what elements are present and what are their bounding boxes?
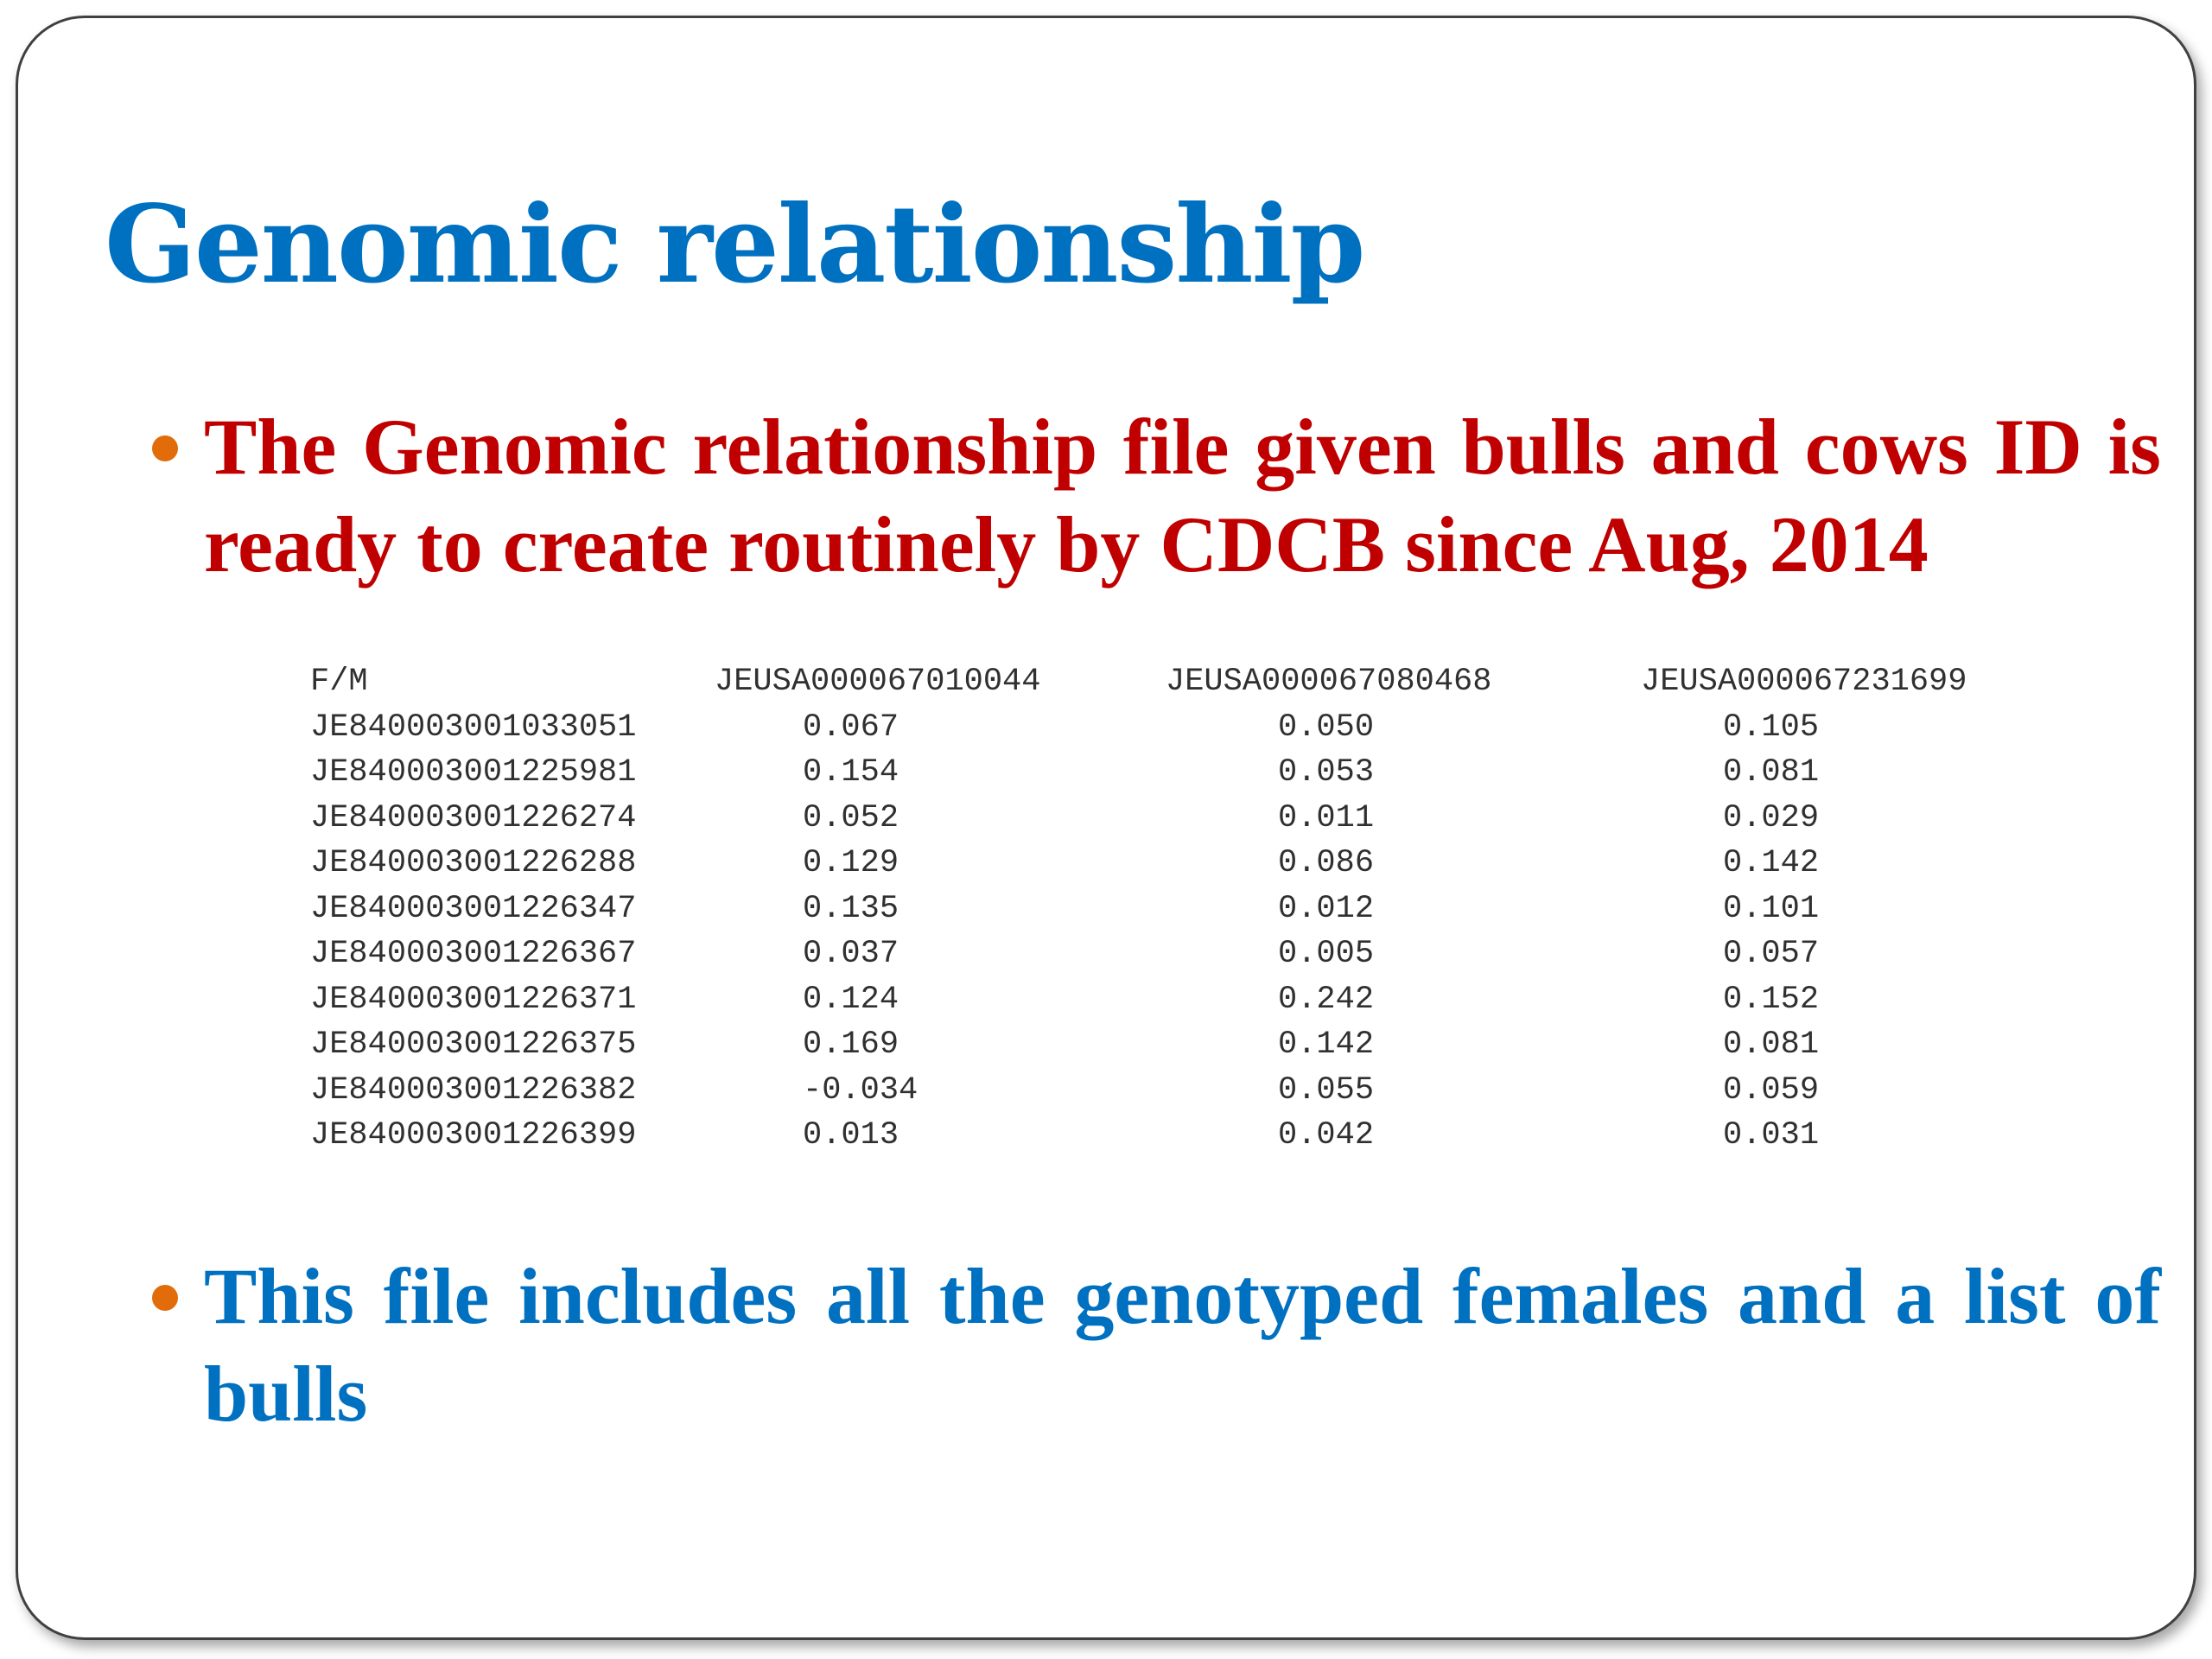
- table-header-cell: JEUSA000067231699: [1641, 664, 1967, 701]
- animal-id-cell: JE840003001226375: [310, 1027, 637, 1064]
- slide-title: Genomic relationship: [105, 182, 1364, 308]
- relationship-value-cell: 0.152: [1723, 981, 1820, 1018]
- relationship-value-cell: 0.037: [803, 936, 899, 973]
- relationship-value-cell: 0.011: [1278, 799, 1375, 836]
- table-row: [310, 705, 2086, 751]
- bullet-dot-icon: [152, 435, 178, 461]
- animal-id-cell: JE840003001033051: [310, 709, 637, 746]
- relationship-value-cell: 0.129: [803, 845, 899, 882]
- table-row: [310, 887, 2086, 932]
- relationship-value-cell: 0.101: [1723, 890, 1820, 927]
- table-row: [310, 750, 2086, 796]
- relationship-value-cell: 0.142: [1723, 845, 1820, 882]
- table-header-cell: F/M: [310, 664, 368, 701]
- table-header-row: [310, 659, 2086, 705]
- bullet-dot-icon: [152, 1285, 178, 1311]
- slide: [16, 16, 2196, 1640]
- relationship-value-cell: 0.059: [1723, 1071, 1820, 1109]
- animal-id-cell: JE840003001226382: [310, 1071, 637, 1109]
- table-header-cell: JEUSA000067010044: [715, 664, 1041, 701]
- animal-id-cell: JE840003001226367: [310, 936, 637, 973]
- relationship-value-cell: 0.042: [1278, 1117, 1375, 1154]
- relationship-value-cell: 0.124: [803, 981, 899, 1018]
- table-row: [310, 977, 2086, 1023]
- bullet-text: This file includes all the genotyped females and a list of bulls: [204, 1252, 2161, 1438]
- table-row: [310, 796, 2086, 842]
- relationship-value-cell: 0.142: [1278, 1027, 1375, 1064]
- relationship-value-cell: 0.031: [1723, 1117, 1820, 1154]
- animal-id-cell: JE840003001226288: [310, 845, 637, 882]
- bullet-item: [204, 398, 2161, 594]
- relationship-table: [310, 659, 2086, 1159]
- relationship-value-cell: 0.052: [803, 799, 899, 836]
- relationship-value-cell: 0.242: [1278, 981, 1375, 1018]
- relationship-value-cell: 0.169: [803, 1027, 899, 1064]
- table-row: [310, 931, 2086, 977]
- relationship-value-cell: 0.055: [1278, 1071, 1375, 1109]
- relationship-value-cell: 0.057: [1723, 936, 1820, 973]
- relationship-value-cell: 0.013: [803, 1117, 899, 1154]
- table-row: [310, 1022, 2086, 1068]
- relationship-value-cell: 0.005: [1278, 936, 1375, 973]
- relationship-value-cell: 0.086: [1278, 845, 1375, 882]
- animal-id-cell: JE840003001225981: [310, 754, 637, 791]
- relationship-value-cell: 0.067: [803, 709, 899, 746]
- relationship-value-cell: 0.105: [1723, 709, 1820, 746]
- animal-id-cell: JE840003001226347: [310, 890, 637, 927]
- relationship-value-cell: -0.034: [803, 1071, 918, 1109]
- animal-id-cell: JE840003001226399: [310, 1117, 637, 1154]
- table-row: [310, 1068, 2086, 1114]
- table-header-cell: JEUSA000067080468: [1166, 664, 1492, 701]
- relationship-value-cell: 0.012: [1278, 890, 1375, 927]
- relationship-value-cell: 0.154: [803, 754, 899, 791]
- table-row: [310, 841, 2086, 887]
- bullet-item: [204, 1248, 2161, 1443]
- relationship-value-cell: 0.081: [1723, 754, 1820, 791]
- animal-id-cell: JE840003001226371: [310, 981, 637, 1018]
- animal-id-cell: JE840003001226274: [310, 799, 637, 836]
- bullet-text: The Genomic relationship file given bulls and cows ID is ready to create routinely by CDCB since Aug, 2014: [204, 403, 2161, 588]
- table-row: [310, 1113, 2086, 1159]
- relationship-value-cell: 0.050: [1278, 709, 1375, 746]
- relationship-value-cell: 0.029: [1723, 799, 1820, 836]
- relationship-value-cell: 0.081: [1723, 1027, 1820, 1064]
- relationship-value-cell: 0.135: [803, 890, 899, 927]
- relationship-value-cell: 0.053: [1278, 754, 1375, 791]
